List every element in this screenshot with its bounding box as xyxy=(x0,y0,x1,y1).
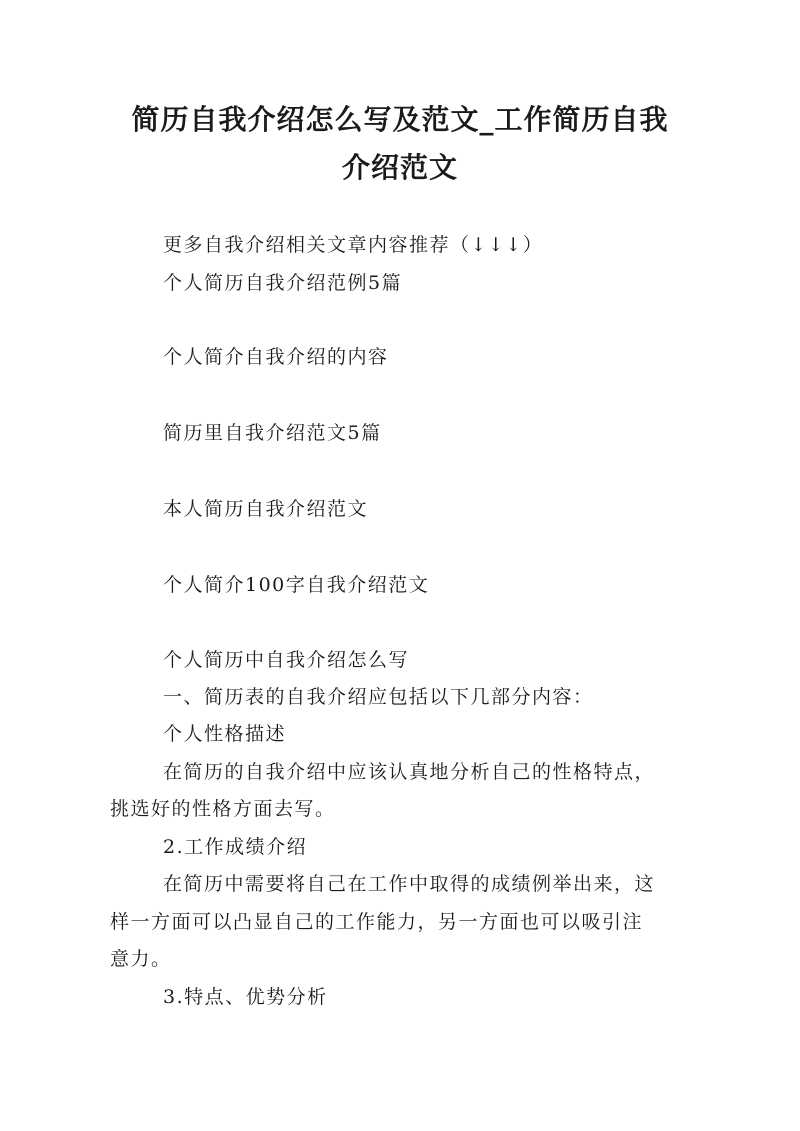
subheading-personality: 个人性格描述 xyxy=(163,723,287,745)
subheading-achievements: 2.工作成绩介绍 xyxy=(163,836,308,858)
related-link-1[interactable]: 个人简历自我介绍范例5篇 xyxy=(163,272,403,294)
related-link-5[interactable]: 个人简介100字自我介绍范文 xyxy=(163,574,430,596)
paragraph-personality-line-2: 挑选好的性格方面去写。 xyxy=(110,798,336,820)
related-link-3[interactable]: 简历里自我介绍范文5篇 xyxy=(163,422,382,444)
paragraph-achievements-line-1: 在简历中需要将自己在工作中取得的成绩例举出来，这 xyxy=(163,873,656,895)
document-title xyxy=(100,96,700,192)
subheading-strengths: 3.特点、优势分析 xyxy=(163,986,328,1008)
title-line-1: 简历自我介绍怎么写及范文_工作简历自我 xyxy=(131,103,669,136)
related-link-4[interactable]: 本人简历自我介绍范文 xyxy=(163,498,369,520)
paragraph-personality-line-1: 在简历的自我介绍中应该认真地分析自己的性格特点， xyxy=(163,761,656,783)
section-heading-1: 一、简历表的自我介绍应包括以下几部分内容： xyxy=(163,686,594,708)
related-link-6[interactable]: 个人简历中自我介绍怎么写 xyxy=(163,649,410,671)
paragraph-achievements-line-3: 意力。 xyxy=(110,948,172,970)
paragraph-achievements-line-2: 样一方面可以凸显自己的工作能力，另一方面也可以吸引注 xyxy=(110,911,644,933)
recommend-header: 更多自我介绍相关文章内容推荐（↓↓↓） xyxy=(163,234,544,256)
related-link-2[interactable]: 个人简介自我介绍的内容 xyxy=(163,346,389,368)
title-line-2: 介绍范文 xyxy=(341,151,458,184)
